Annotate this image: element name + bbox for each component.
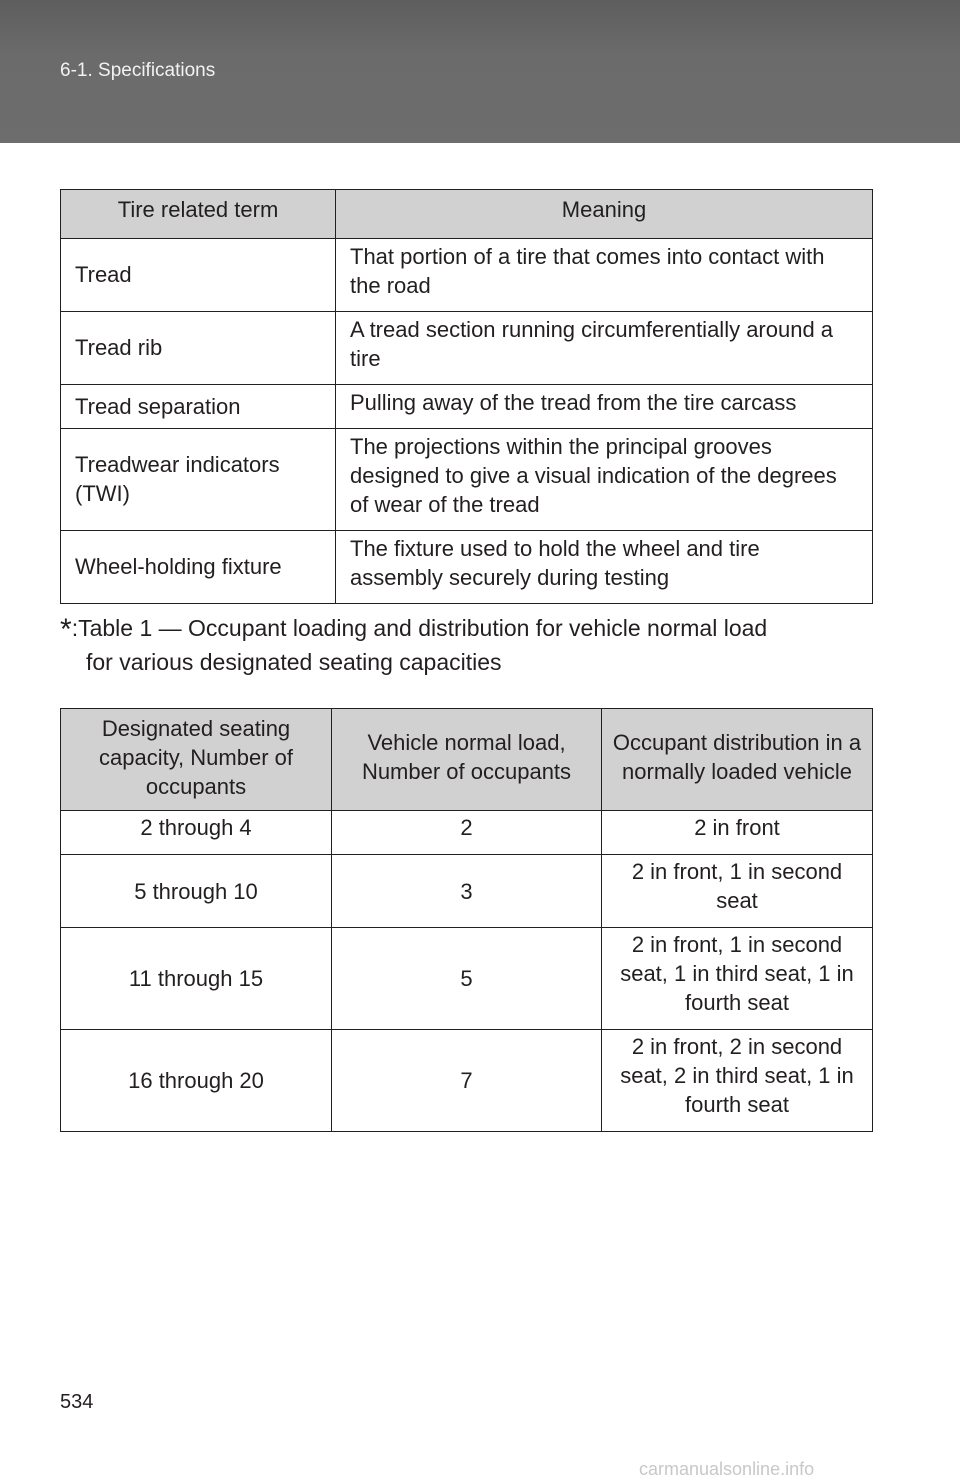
meaning-cell: A tread section running circumferentially around a tire	[336, 312, 873, 385]
table-row	[61, 531, 873, 604]
table-row	[61, 855, 873, 928]
footnote-marker: *	[60, 613, 72, 646]
footnote-line-1: :Table 1 — Occupant loading and distribution for vehicle normal load	[71, 615, 768, 641]
column-header-capacity: Designated seating capacity, Number of occupants	[61, 709, 332, 811]
distribution-cell: 2 in front, 1 in second seat	[602, 855, 873, 928]
table-row	[61, 312, 873, 385]
column-header-distribution: Occupant distribution in a normally loaded vehicle	[602, 709, 873, 811]
term-cell: Tread rib	[61, 312, 336, 385]
term-cell: Wheel-holding fixture	[61, 531, 336, 604]
table-header-row	[61, 190, 873, 239]
table-footnote	[60, 612, 870, 679]
table-row	[61, 385, 873, 429]
meaning-cell: The fixture used to hold the wheel and tire assembly securely during testing	[336, 531, 873, 604]
load-cell: 3	[332, 855, 602, 928]
distribution-cell: 2 in front, 1 in second seat, 1 in third seat, 1 in fourth seat	[602, 928, 873, 1030]
table-row	[61, 811, 873, 855]
page-header	[0, 0, 960, 143]
meaning-cell: That portion of a tire that comes into contact with the road	[336, 239, 873, 312]
term-cell: Tread	[61, 239, 336, 312]
watermark: carmanualsonline.info	[639, 1459, 815, 1479]
section-title: 6-1. Specifications	[60, 60, 216, 81]
table-header-row	[61, 709, 873, 811]
tire-terms-table	[60, 189, 873, 604]
load-cell: 7	[332, 1030, 602, 1132]
column-header-meaning: Meaning	[336, 190, 873, 239]
load-cell: 2	[332, 811, 602, 855]
page-number: 534	[60, 1391, 94, 1413]
load-cell: 5	[332, 928, 602, 1030]
distribution-cell: 2 in front	[602, 811, 873, 855]
table-row	[61, 1030, 873, 1132]
capacity-cell: 5 through 10	[61, 855, 332, 928]
capacity-cell: 16 through 20	[61, 1030, 332, 1132]
footnote-line-2: for various designated seating capacities	[86, 649, 502, 675]
capacity-cell: 2 through 4	[61, 811, 332, 855]
meaning-cell: Pulling away of the tread from the tire carcass	[336, 385, 873, 429]
column-header-load: Vehicle normal load, Number of occupants	[332, 709, 602, 811]
term-cell: Treadwear indicators (TWI)	[61, 429, 336, 531]
table-row	[61, 928, 873, 1030]
capacity-cell: 11 through 15	[61, 928, 332, 1030]
table-row	[61, 239, 873, 312]
distribution-cell: 2 in front, 2 in second seat, 2 in third seat, 1 in fourth seat	[602, 1030, 873, 1132]
table-row	[61, 429, 873, 531]
column-header-term: Tire related term	[61, 190, 336, 239]
occupant-loading-table	[60, 708, 873, 1132]
term-cell: Tread separation	[61, 385, 336, 429]
meaning-cell: The projections within the principal grooves designed to give a visual indication of the degrees of wear of the tread	[336, 429, 873, 531]
